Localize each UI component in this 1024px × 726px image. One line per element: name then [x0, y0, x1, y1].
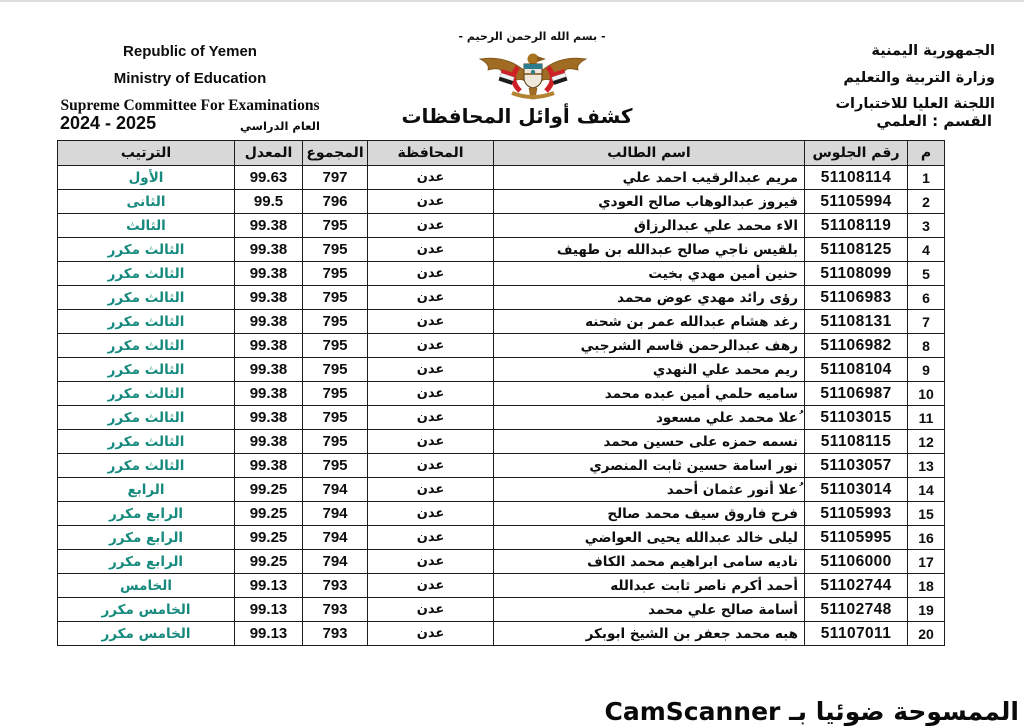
student-name: نور اسامة حسين ثابت المنصري — [494, 454, 805, 478]
academic-year-label: العام الدراسي — [240, 119, 320, 133]
rank-cell: الخامس — [58, 574, 235, 598]
seat-number: 51106000 — [805, 550, 908, 574]
total-score: 793 — [303, 574, 368, 598]
governorate-cell: عدن — [368, 622, 494, 646]
letterhead-arabic — [675, 38, 995, 118]
student-name: فرح فاروق سيف محمد صالح — [494, 502, 805, 526]
average-score: 99.38 — [235, 430, 303, 454]
table-row — [58, 286, 945, 310]
seat-number: 51102744 — [805, 574, 908, 598]
row-index: 10 — [908, 382, 945, 406]
country-name-ar: الجمهورية اليمنية — [871, 43, 995, 59]
total-score: 794 — [303, 526, 368, 550]
rank-cell: الثالث مكرر — [58, 406, 235, 430]
header-total: المجموع — [303, 141, 368, 166]
table-row — [58, 238, 945, 262]
student-name: حنين أمين مهدي بخيت — [494, 262, 805, 286]
student-name: ليلى خالد عبدالله يحيى العواضي — [494, 526, 805, 550]
student-name: هبه محمد جعفر بن الشيخ ابوبكر — [494, 622, 805, 646]
student-name: ريم محمد علي النهدي — [494, 358, 805, 382]
total-score: 797 — [303, 166, 368, 190]
header-rank: الترتيب — [58, 141, 235, 166]
header-seat-number: رقم الجلوس — [805, 141, 908, 166]
rank-cell: الثانى — [58, 190, 235, 214]
seat-number: 51108099 — [805, 262, 908, 286]
table-row — [58, 478, 945, 502]
rank-cell: الثالث مكرر — [58, 454, 235, 478]
governorate-cell: عدن — [368, 430, 494, 454]
scan-artifact-line — [0, 0, 1024, 2]
seat-number: 51108131 — [805, 310, 908, 334]
total-score: 796 — [303, 190, 368, 214]
average-score: 99.25 — [235, 550, 303, 574]
row-index: 12 — [908, 430, 945, 454]
row-index: 17 — [908, 550, 945, 574]
student-name: ناديه سامى ابراهيم محمد الكاف — [494, 550, 805, 574]
average-score: 99.13 — [235, 574, 303, 598]
governorate-cell: عدن — [368, 574, 494, 598]
row-index: 15 — [908, 502, 945, 526]
table-row — [58, 550, 945, 574]
average-score: 99.5 — [235, 190, 303, 214]
governorate-cell: عدن — [368, 190, 494, 214]
results-table — [57, 140, 945, 646]
rank-cell: الثالث مكرر — [58, 334, 235, 358]
governorate-cell: عدن — [368, 334, 494, 358]
student-name: رهف عبدالرحمن قاسم الشرجبي — [494, 334, 805, 358]
table-row — [58, 502, 945, 526]
student-name: رغد هشام عبدالله عمر بن شحنه — [494, 310, 805, 334]
table-header-row — [58, 141, 945, 166]
rank-cell: الرابع مكرر — [58, 550, 235, 574]
table-row — [58, 574, 945, 598]
table-row — [58, 598, 945, 622]
seat-number: 51108115 — [805, 430, 908, 454]
rank-cell: الثالث مكرر — [58, 382, 235, 406]
governorate-cell: عدن — [368, 526, 494, 550]
table-row — [58, 190, 945, 214]
average-score: 99.25 — [235, 526, 303, 550]
country-name-en: Republic of Yemen — [123, 43, 257, 60]
rank-cell: الرابع مكرر — [58, 526, 235, 550]
section-label: القسم : العلمي — [876, 112, 992, 130]
governorate-cell: عدن — [368, 238, 494, 262]
camscanner-watermark: الممسوحة ضوئيا بـ CamScanner — [604, 697, 1019, 726]
average-score: 99.38 — [235, 214, 303, 238]
seat-number: 51108104 — [805, 358, 908, 382]
seat-number: 51105994 — [805, 190, 908, 214]
letterhead-english — [25, 38, 355, 119]
governorate-cell: عدن — [368, 310, 494, 334]
header-average: المعدل — [235, 141, 303, 166]
seat-number: 51106982 — [805, 334, 908, 358]
governorate-cell: عدن — [368, 454, 494, 478]
total-score: 795 — [303, 382, 368, 406]
table-row — [58, 430, 945, 454]
average-score: 99.63 — [235, 166, 303, 190]
seat-number: 51108125 — [805, 238, 908, 262]
total-score: 795 — [303, 406, 368, 430]
ministry-name-en: Ministry of Education — [113, 70, 267, 87]
student-name: أحمد أكرم ناصر ثابت عبدالله — [494, 574, 805, 598]
rank-cell: الثالث مكرر — [58, 358, 235, 382]
average-score: 99.38 — [235, 358, 303, 382]
total-score: 795 — [303, 430, 368, 454]
table-row — [58, 454, 945, 478]
total-score: 795 — [303, 334, 368, 358]
table-row — [58, 166, 945, 190]
seat-number: 51103014 — [805, 478, 908, 502]
average-score: 99.13 — [235, 622, 303, 646]
total-score: 794 — [303, 550, 368, 574]
student-name: مريم عبدالرقيب احمد علي — [494, 166, 805, 190]
page-title: كشف أوائل المحافظات — [401, 104, 633, 128]
student-name: فيروز عبدالوهاب صالح العودي — [494, 190, 805, 214]
row-index: 16 — [908, 526, 945, 550]
average-score: 99.38 — [235, 454, 303, 478]
seat-number: 51103057 — [805, 454, 908, 478]
basmala-text: - بسم الله الرحمن الرحيم - — [458, 30, 606, 43]
total-score: 795 — [303, 214, 368, 238]
row-index: 5 — [908, 262, 945, 286]
rank-cell: الثالث مكرر — [58, 238, 235, 262]
student-name: ُعلا أنور عثمان أحمد — [494, 478, 805, 502]
total-score: 794 — [303, 478, 368, 502]
table-row — [58, 406, 945, 430]
ministry-name-ar: وزارة التربية والتعليم — [843, 69, 995, 86]
student-name: نسمه حمزه على حسين محمد — [494, 430, 805, 454]
rank-cell: الثالث مكرر — [58, 310, 235, 334]
total-score: 793 — [303, 622, 368, 646]
student-name: أسامة صالح علي محمد — [494, 598, 805, 622]
row-index: 7 — [908, 310, 945, 334]
seat-number: 51108114 — [805, 166, 908, 190]
results-body — [58, 166, 945, 646]
row-index: 9 — [908, 358, 945, 382]
governorate-cell: عدن — [368, 382, 494, 406]
average-score: 99.38 — [235, 238, 303, 262]
table-row — [58, 310, 945, 334]
seat-number: 51105993 — [805, 502, 908, 526]
committee-name-ar: اللجنة العليا للاختبارات — [835, 96, 995, 112]
total-score: 795 — [303, 286, 368, 310]
governorate-cell: عدن — [368, 166, 494, 190]
rank-cell: الثالث — [58, 214, 235, 238]
average-score: 99.38 — [235, 262, 303, 286]
governorate-cell: عدن — [368, 550, 494, 574]
total-score: 794 — [303, 502, 368, 526]
total-score: 795 — [303, 310, 368, 334]
student-name: ُعلا محمد علي مسعود — [494, 406, 805, 430]
rank-cell: الرابع — [58, 478, 235, 502]
student-name: رؤى رائد مهدي عوض محمد — [494, 286, 805, 310]
rank-cell: الخامس مكرر — [58, 622, 235, 646]
table-row — [58, 622, 945, 646]
average-score: 99.38 — [235, 382, 303, 406]
governorate-cell: عدن — [368, 214, 494, 238]
header-index: م — [908, 141, 945, 166]
table-row — [58, 382, 945, 406]
total-score: 793 — [303, 598, 368, 622]
governorate-cell: عدن — [368, 502, 494, 526]
student-name: ساميه حلمي أمين عبده محمد — [494, 382, 805, 406]
seat-number: 51108119 — [805, 214, 908, 238]
row-index: 20 — [908, 622, 945, 646]
seat-number: 51105995 — [805, 526, 908, 550]
average-score: 99.13 — [235, 598, 303, 622]
student-name: الاء محمد علي عبدالرزاق — [494, 214, 805, 238]
governorate-cell: عدن — [368, 262, 494, 286]
average-score: 99.38 — [235, 334, 303, 358]
seat-number: 51102748 — [805, 598, 908, 622]
average-score: 99.38 — [235, 406, 303, 430]
average-score: 99.25 — [235, 478, 303, 502]
row-index: 8 — [908, 334, 945, 358]
table-row — [58, 358, 945, 382]
governorate-cell: عدن — [368, 598, 494, 622]
rank-cell: الرابع مكرر — [58, 502, 235, 526]
student-name: بلقيس ناجي صالح عبدالله بن طهيف — [494, 238, 805, 262]
header-governorate: المحافظة — [368, 141, 494, 166]
seat-number: 51103015 — [805, 406, 908, 430]
row-index: 18 — [908, 574, 945, 598]
governorate-cell: عدن — [368, 286, 494, 310]
academic-year-value: 2024 - 2025 — [60, 113, 157, 133]
total-score: 795 — [303, 238, 368, 262]
row-index: 14 — [908, 478, 945, 502]
row-index: 2 — [908, 190, 945, 214]
row-index: 13 — [908, 454, 945, 478]
average-score: 99.38 — [235, 310, 303, 334]
row-index: 3 — [908, 214, 945, 238]
total-score: 795 — [303, 358, 368, 382]
row-index: 1 — [908, 166, 945, 190]
rank-cell: الثالث مكرر — [58, 262, 235, 286]
total-score: 795 — [303, 454, 368, 478]
yemen-coat-of-arms-icon — [474, 47, 592, 109]
row-index: 6 — [908, 286, 945, 310]
seat-number: 51106983 — [805, 286, 908, 310]
table-row — [58, 214, 945, 238]
rank-cell: الثالث مكرر — [58, 286, 235, 310]
governorate-cell: عدن — [368, 358, 494, 382]
seat-number: 51106987 — [805, 382, 908, 406]
governorate-cell: عدن — [368, 406, 494, 430]
row-index: 4 — [908, 238, 945, 262]
table-row — [58, 262, 945, 286]
average-score: 99.38 — [235, 286, 303, 310]
table-row — [58, 526, 945, 550]
rank-cell: الخامس مكرر — [58, 598, 235, 622]
committee-name-en: Supreme Committee For Examinations — [60, 97, 320, 114]
rank-cell: الثالث مكرر — [58, 430, 235, 454]
rank-cell: الأول — [58, 166, 235, 190]
row-index: 11 — [908, 406, 945, 430]
seat-number: 51107011 — [805, 622, 908, 646]
total-score: 795 — [303, 262, 368, 286]
table-row — [58, 334, 945, 358]
average-score: 99.25 — [235, 502, 303, 526]
row-index: 19 — [908, 598, 945, 622]
header-student-name: اسم الطالب — [494, 141, 805, 166]
governorate-cell: عدن — [368, 478, 494, 502]
